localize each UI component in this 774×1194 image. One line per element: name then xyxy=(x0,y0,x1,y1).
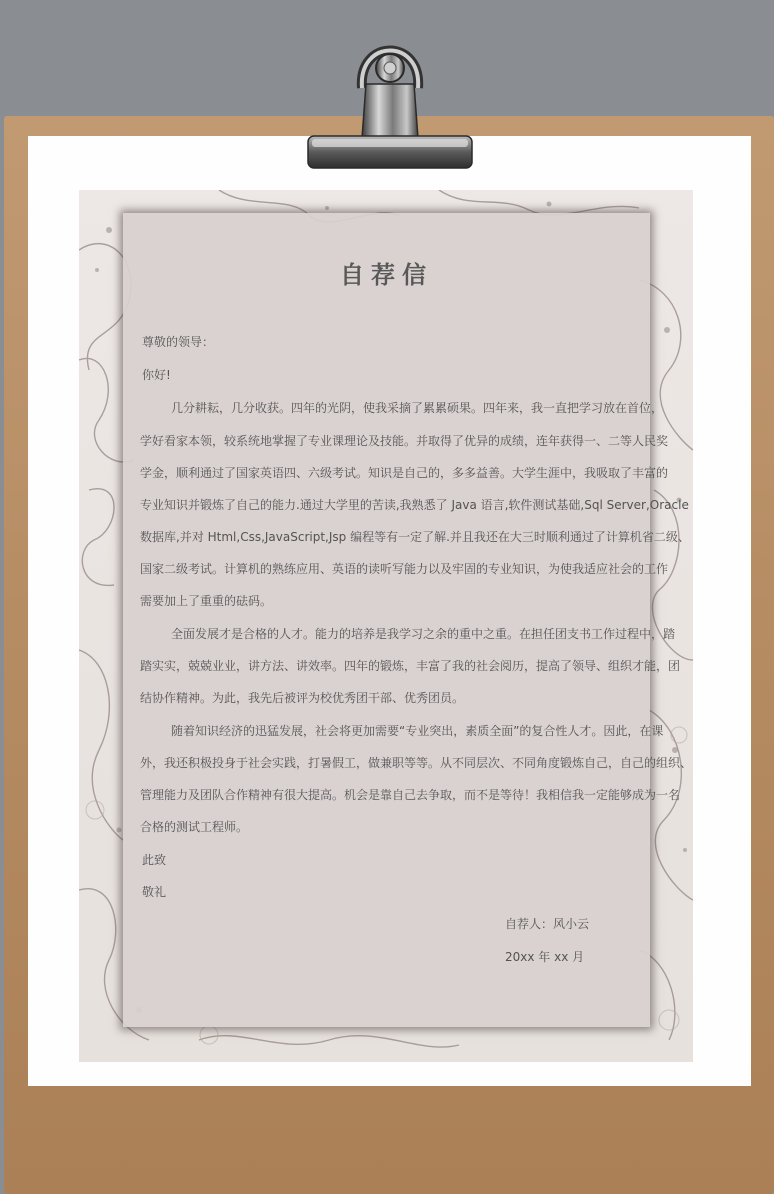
date: 20xx 年 xx 月 xyxy=(505,950,585,964)
paragraph-3-line-1: 随着知识经济的迅猛发展，社会将更加需要“专业突出，素质全面”的复合性人才。因此，在课 xyxy=(171,724,664,738)
paragraph-1-line-6: 国家二级考试。计算机的熟练应用、英语的读听写能力以及牢固的专业知识，为使我适应社会的工作 xyxy=(140,562,669,576)
paragraph-2-line-2: 踏实实，兢兢业业，讲方法、讲效率。四年的锻炼，丰富了我的社会阅历，提高了领导、组织才能，团 xyxy=(140,659,681,673)
paragraph-3-line-3: 管理能力及团队合作精神有很大提高。机会是靠自己去争取，而不是等待！我相信我一定能够成为一名 xyxy=(140,788,681,802)
letter-title: 自荐信 xyxy=(340,261,433,289)
signature: 自荐人：风小云 xyxy=(505,917,590,931)
paragraph-1-line-2: 学好看家本领，较系统地掌握了专业课理论及技能。并取得了优异的成绩，连年获得一、二等人民奖 xyxy=(140,434,669,448)
paragraph-1-line-1: 几分耕耘，几分收获。四年的光阴，使我采摘了累累硕果。四年来，我一直把学习放在首位， xyxy=(171,401,664,415)
paragraph-2-line-1: 全面发展才是合格的人才。能力的培养是我学习之余的重中之重。在担任团支书工作过程中，踏 xyxy=(171,627,676,641)
paragraph-1-line-7: 需要加上了重重的砝码。 xyxy=(140,594,273,608)
paragraph-1-line-3: 学金，顺利通过了国家英语四、六级考试。知识是自己的，多多益善。大学生涯中，我吸取了丰富的 xyxy=(140,466,669,480)
salutation: 尊敬的领导： xyxy=(142,335,215,349)
closing-ci-zhi: 此致 xyxy=(142,853,167,867)
paragraph-1-line-4: 专业知识并锻炼了自己的能力.通过大学里的苦读,我熟悉了 Java 语言,软件测试基础,Sql Server,Oracle xyxy=(140,498,689,512)
greeting: 你好! xyxy=(142,368,171,382)
binder-clip-icon xyxy=(300,26,480,176)
paragraph-3-line-4: 合格的测试工程师。 xyxy=(140,820,249,834)
paragraph-1-line-5: 数据库,并对 Html,Css,JavaScript,Jsp 编程等有一定了解.并且我还在大三时顺利通过了计算机省二级、 xyxy=(140,530,690,544)
letter-panel xyxy=(123,213,693,1027)
closing-jing-li: 敬礼 xyxy=(142,885,167,899)
paragraph-2-line-3: 结协作精神。为此，我先后被评为校优秀团干部、优秀团员。 xyxy=(140,691,465,705)
paragraph-3-line-2: 外，我还积极投身于社会实践，打暑假工，做兼职等等。从不同层次、不同角度锻炼自己，自己的组织、 xyxy=(140,756,693,770)
